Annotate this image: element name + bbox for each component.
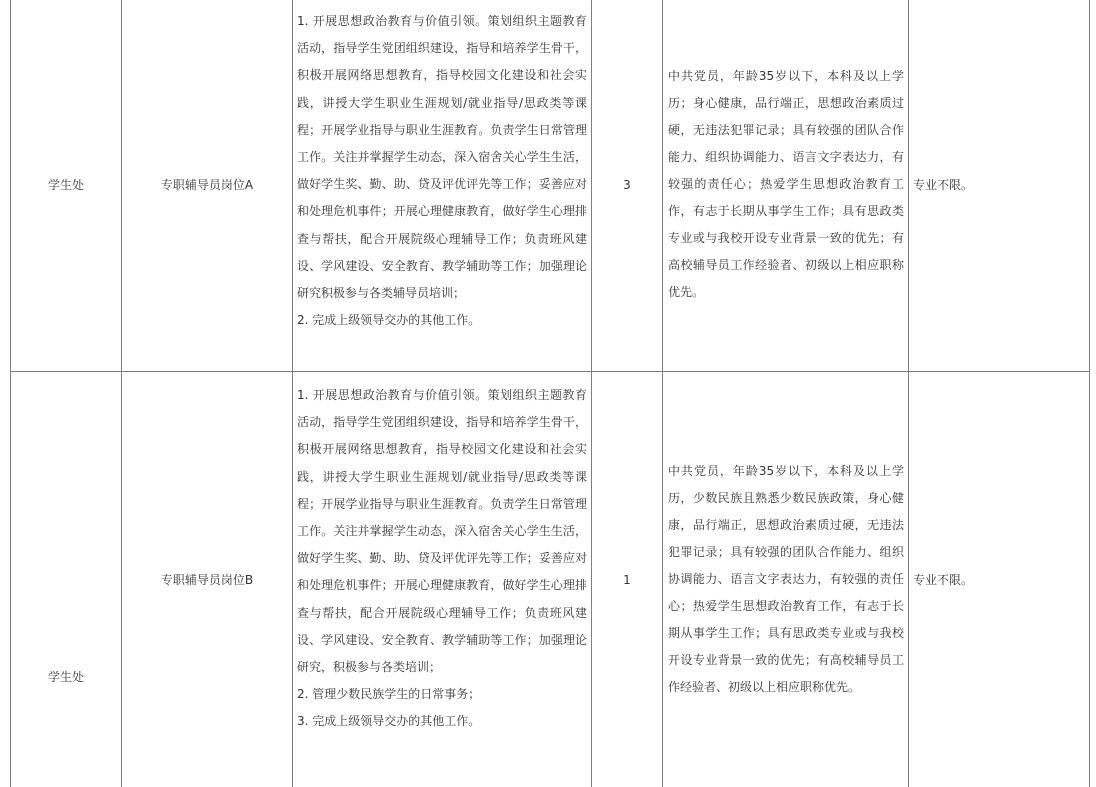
requirements-text: 中共党员，年龄35岁以下，本科及以上学历；身心健康，品行端正，思想政治素质过硬，无违法犯罪记录；具有较强的团队合作能力、组织协调能力、语言文字表达力，有较强的责任心；热爱学生思想政治教育工作，有志于长期从事学生工作；具有思政类专业或与我校开设专业背景一致的优先；有高校辅导员工作经验者、初级以上相应职称优先。 (668, 69, 904, 299)
major-text: 专业不限。 (913, 178, 974, 192)
duty-item: 3. 完成上级领导交办的其他工作。 (297, 714, 481, 729)
count-cell (592, 0, 663, 372)
major-cell (909, 372, 1090, 787)
department-cell (11, 372, 122, 787)
department-cell (11, 0, 122, 372)
duties-cell (293, 0, 592, 372)
position-text: 专职辅导员岗位A (160, 178, 254, 192)
duty-item: 2. 管理少数民族学生的日常事务； (297, 687, 481, 702)
department-text: 学生处 (47, 178, 84, 192)
position-text: 专职辅导员岗位B (160, 573, 254, 587)
count-text: 3 (623, 177, 631, 192)
duty-item: 1. 开展思想政治教育与价值引领。策划组织主题教育活动，指导学生党团组织建设，指导和培养学生骨干，积极开展网络思想教育，指导校园文化建设和社会实践，讲授大学生职业生涯规划/就业指导/思政类等课程；开展学业指导与职业生涯教育。负责学生日常管理工作。关注并掌握学生动态，深入宿舍关心学生生活，做好学生奖、勤、助、贷及评优评先等工作；妥善应对和处理危机事件；开展心理健康教育，做好学生心理排查与帮扶，配合开展院级心理辅导工作；负责班风建设、学风建设、安全教育、教学辅助等工作；加强理论研究积极参与各类辅导员培训； (297, 14, 587, 301)
duty-item: 1. 开展思想政治教育与价值引领。策划组织主题教育活动，指导学生党团组织建设，指导和培养学生骨干，积极开展网络思想教育，指导校园文化建设和社会实践，讲授大学生职业生涯规划/就业指导/思政类等课程；开展学业指导与职业生涯教育。负责学生日常管理工作。关注并掌握学生动态，深入宿舍关心学生生活，做好学生奖、勤、助、贷及评优评先等工作；妥善应对和处理危机事件；开展心理健康教育，做好学生心理排查与帮扶，配合开展院级心理辅导工作；负责班风建设、学风建设、安全教育、教学辅助等工作；加强理论研究，积极参与各类培训； (297, 388, 587, 675)
requirements-cell (663, 372, 909, 787)
position-cell (122, 372, 293, 787)
major-text: 专业不限。 (913, 573, 974, 587)
duty-item: 2. 完成上级领导交办的其他工作。 (297, 313, 481, 328)
count-text: 1 (623, 572, 631, 587)
requirements-text: 中共党员，年龄35岁以下，本科及以上学历，少数民族且熟悉少数民族政策，身心健康，品行端正，思想政治素质过硬，无违法犯罪记录；具有较强的团队合作能力、组织协调能力、语言文字表达力，有较强的责任心；热爱学生思想政治教育工作，有志于长期从事学生工作；具有思政类专业或与我校开设专业背景一致的优先；有高校辅导员工作经验者、初级以上相应职称优先。 (668, 464, 904, 694)
job-table (10, 0, 1090, 787)
requirements-cell (663, 0, 909, 372)
position-cell (122, 0, 293, 372)
major-cell (909, 0, 1090, 372)
department-text: 学生处 (47, 670, 84, 684)
count-cell (592, 372, 663, 787)
duties-cell (293, 372, 592, 787)
